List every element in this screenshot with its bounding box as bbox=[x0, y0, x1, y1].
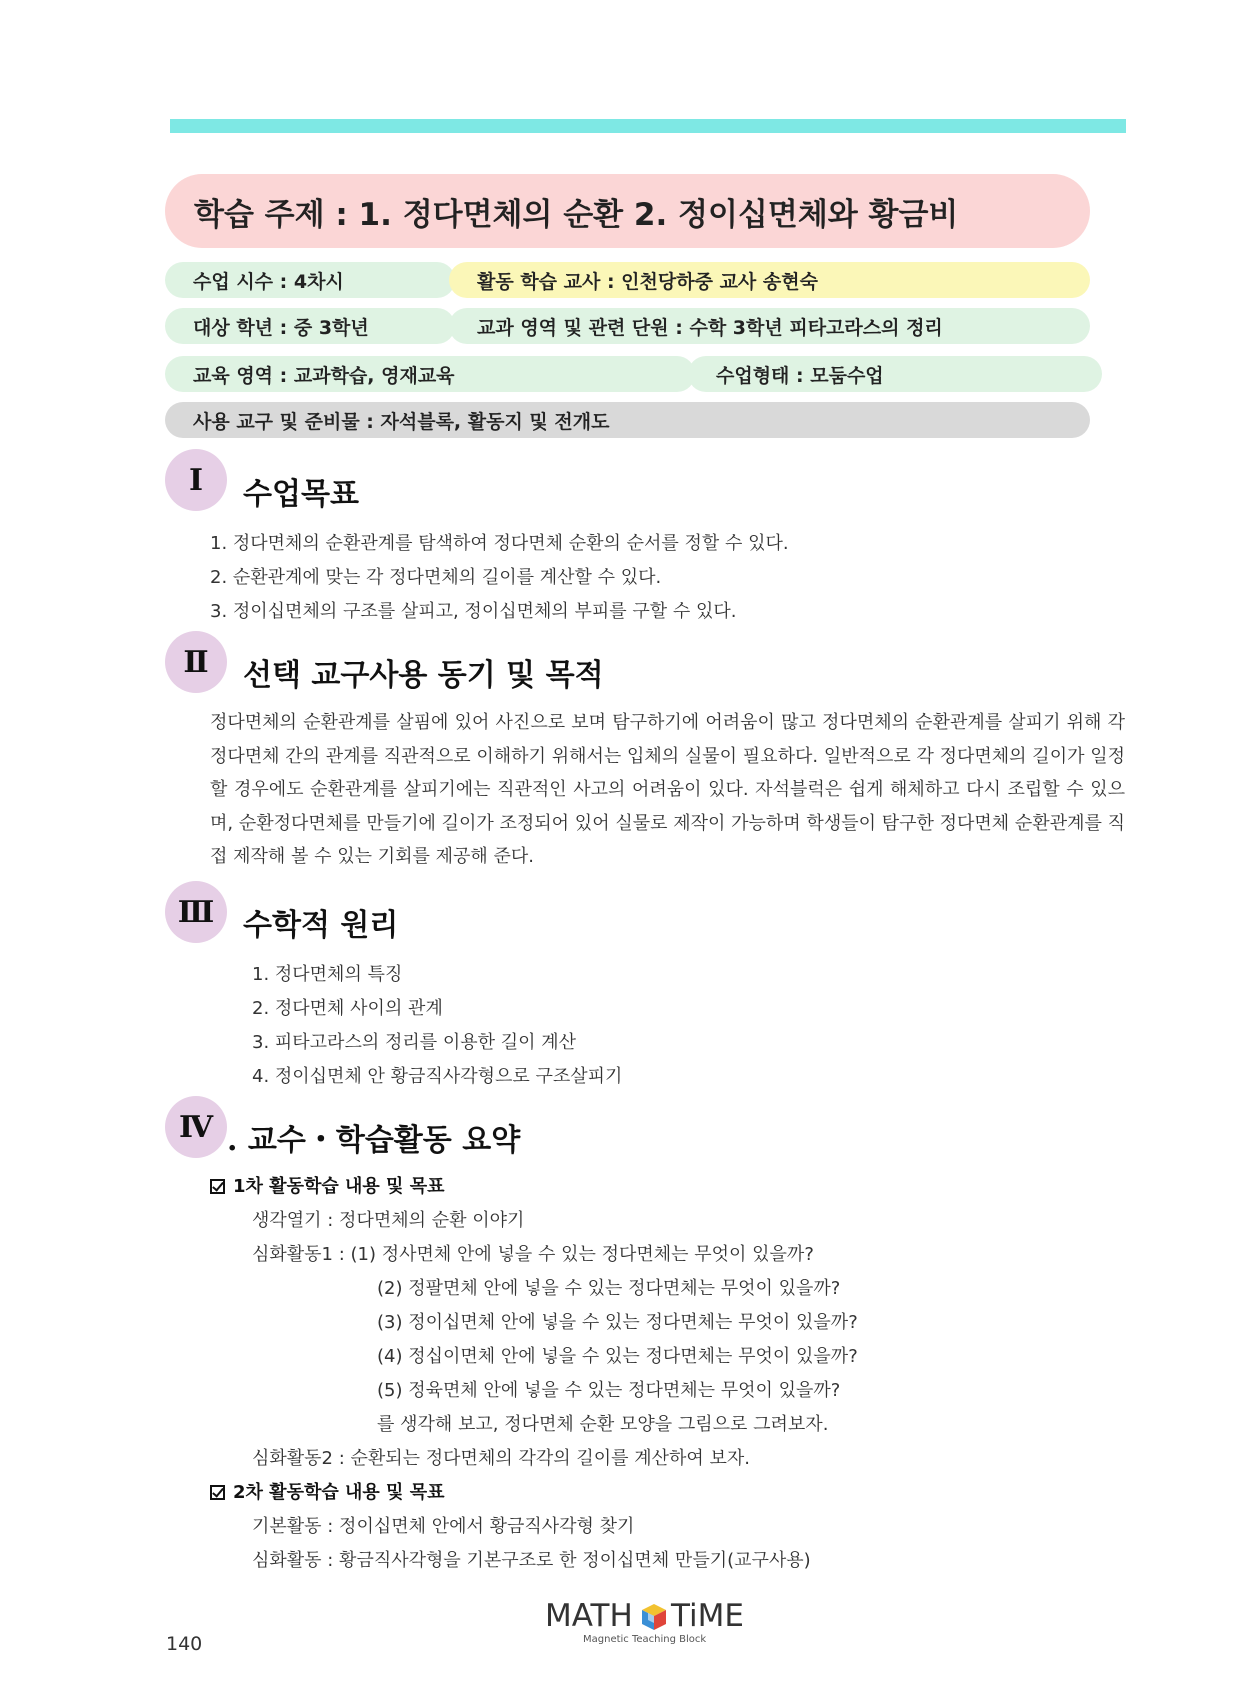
logo-text-right: TiME bbox=[671, 1598, 744, 1634]
checkbox-checked-icon bbox=[210, 1179, 225, 1194]
info-teacher: 활동 학습 교사 : 인천당하중 교사 송현숙 bbox=[449, 262, 1090, 298]
top-accent-bar bbox=[170, 119, 1126, 133]
activity-1-sub-4: (4) 정십이면체 안에 넣을 수 있는 정다면체는 무엇이 있을까? bbox=[377, 1346, 858, 1367]
section-3-title: 수학적 원리 bbox=[243, 908, 399, 943]
activity-1-line-1: 생각열기 : 정다면체의 순환 이야기 bbox=[252, 1210, 525, 1231]
principle-item-4: 4. 정이십면체 안 황금직사각형으로 구조살피기 bbox=[252, 1066, 623, 1087]
activity-1-sub-6: 를 생각해 보고, 정다면체 순환 모양을 그림으로 그려보자. bbox=[377, 1414, 829, 1435]
section-4-numeral: Ⅳ bbox=[165, 1096, 227, 1158]
section-3-numeral: Ⅲ bbox=[165, 881, 227, 943]
activity-2-heading: 2차 활동학습 내용 및 목표 bbox=[210, 1478, 444, 1504]
page-number: 140 bbox=[166, 1633, 203, 1655]
principle-item-3: 3. 피타고라스의 정리를 이용한 길이 계산 bbox=[252, 1032, 576, 1053]
activity-1-line-2: 심화활동1 : (1) 정사면체 안에 넣을 수 있는 정다면체는 무엇이 있을까? bbox=[252, 1244, 814, 1265]
principle-item-1: 1. 정다면체의 특징 bbox=[252, 964, 403, 985]
info-hours: 수업 시수 : 4차시 bbox=[165, 262, 455, 298]
checkbox-checked-icon bbox=[210, 1485, 225, 1500]
info-materials: 사용 교구 및 준비물 : 자석블록, 활동지 및 전개도 bbox=[165, 402, 1090, 438]
activity-1-sub-2: (2) 정팔면체 안에 넣을 수 있는 정다면체는 무엇이 있을까? bbox=[377, 1278, 841, 1299]
cube-icon bbox=[639, 1602, 669, 1632]
principle-item-2: 2. 정다면체 사이의 관계 bbox=[252, 998, 443, 1019]
goal-item-3: 3. 정이십면체의 구조를 살피고, 정이십면체의 부피를 구할 수 있다. bbox=[210, 601, 737, 622]
section-1-title: 수업목표 bbox=[243, 477, 359, 512]
section-2-title: 선택 교구사용 동기 및 목적 bbox=[243, 658, 604, 693]
info-domain: 교육 영역 : 교과학습, 영재교육 bbox=[165, 356, 695, 392]
motivation-paragraph: 정다면체의 순환관계를 살핌에 있어 사진으로 보며 탐구하기에 어려움이 많고 정다면체의 순환관계를 살피기 위해 각 정다면체 간의 관계를 직관적으로 이해하기 위해서는 입체의 실물이 필요하다. 일반적으로 각 정다면체의 길이가 일정할 경우에도 순환관계를 살피기에는 직관적인 사고의 어려움이 있다. 자석블럭은 쉽게 해체하고 다시 조립할 수 있으며, 순환정다면체를 만들기에 길이가 조정되어 있어 실물로 제작이 가능하며 학생들이 탐구한 정다면체 순환관계를 직접 제작해 볼 수 있는 기회를 제공해 준다. bbox=[210, 712, 1125, 867]
math-time-logo bbox=[545, 1598, 755, 1648]
logo-tagline: Magnetic Teaching Block bbox=[583, 1634, 707, 1645]
info-grade: 대상 학년 : 중 3학년 bbox=[165, 308, 455, 344]
activity-2-line-1: 기본활동 : 정이십면체 안에서 황금직사각형 찾기 bbox=[252, 1516, 635, 1537]
goal-item-2: 2. 순환관계에 맞는 각 정다면체의 길이를 계산할 수 있다. bbox=[210, 567, 662, 588]
section-4-title: . 교수・학습활동 요약 bbox=[227, 1123, 521, 1158]
activity-2-line-2: 심화활동 : 황금직사각형을 기본구조로 한 정이십면체 만들기(교구사용) bbox=[252, 1550, 811, 1571]
info-format: 수업형태 : 모둠수업 bbox=[688, 356, 1102, 392]
logo-text-left: MATH bbox=[545, 1598, 633, 1634]
goal-item-1: 1. 정다면체의 순환관계를 탐색하여 정다면체 순환의 순서를 정할 수 있다. bbox=[210, 533, 789, 554]
section-2-numeral: Ⅱ bbox=[165, 631, 227, 693]
activity-1-last: 심화활동2 : 순환되는 정다면체의 각각의 길이를 계산하여 보자. bbox=[252, 1448, 750, 1469]
info-unit: 교과 영역 및 관련 단원 : 수학 3학년 피타고라스의 정리 bbox=[449, 308, 1090, 344]
activity-1-sub-3: (3) 정이십면체 안에 넣을 수 있는 정다면체는 무엇이 있을까? bbox=[377, 1312, 858, 1333]
lesson-title: 학습 주제 : 1. 정다면체의 순환 2. 정이십면체와 황금비 bbox=[165, 174, 1090, 248]
activity-1-sub-5: (5) 정육면체 안에 넣을 수 있는 정다면체는 무엇이 있을까? bbox=[377, 1380, 841, 1401]
activity-1-heading: 1차 활동학습 내용 및 목표 bbox=[210, 1172, 444, 1198]
section-1-numeral: Ⅰ bbox=[165, 449, 227, 511]
